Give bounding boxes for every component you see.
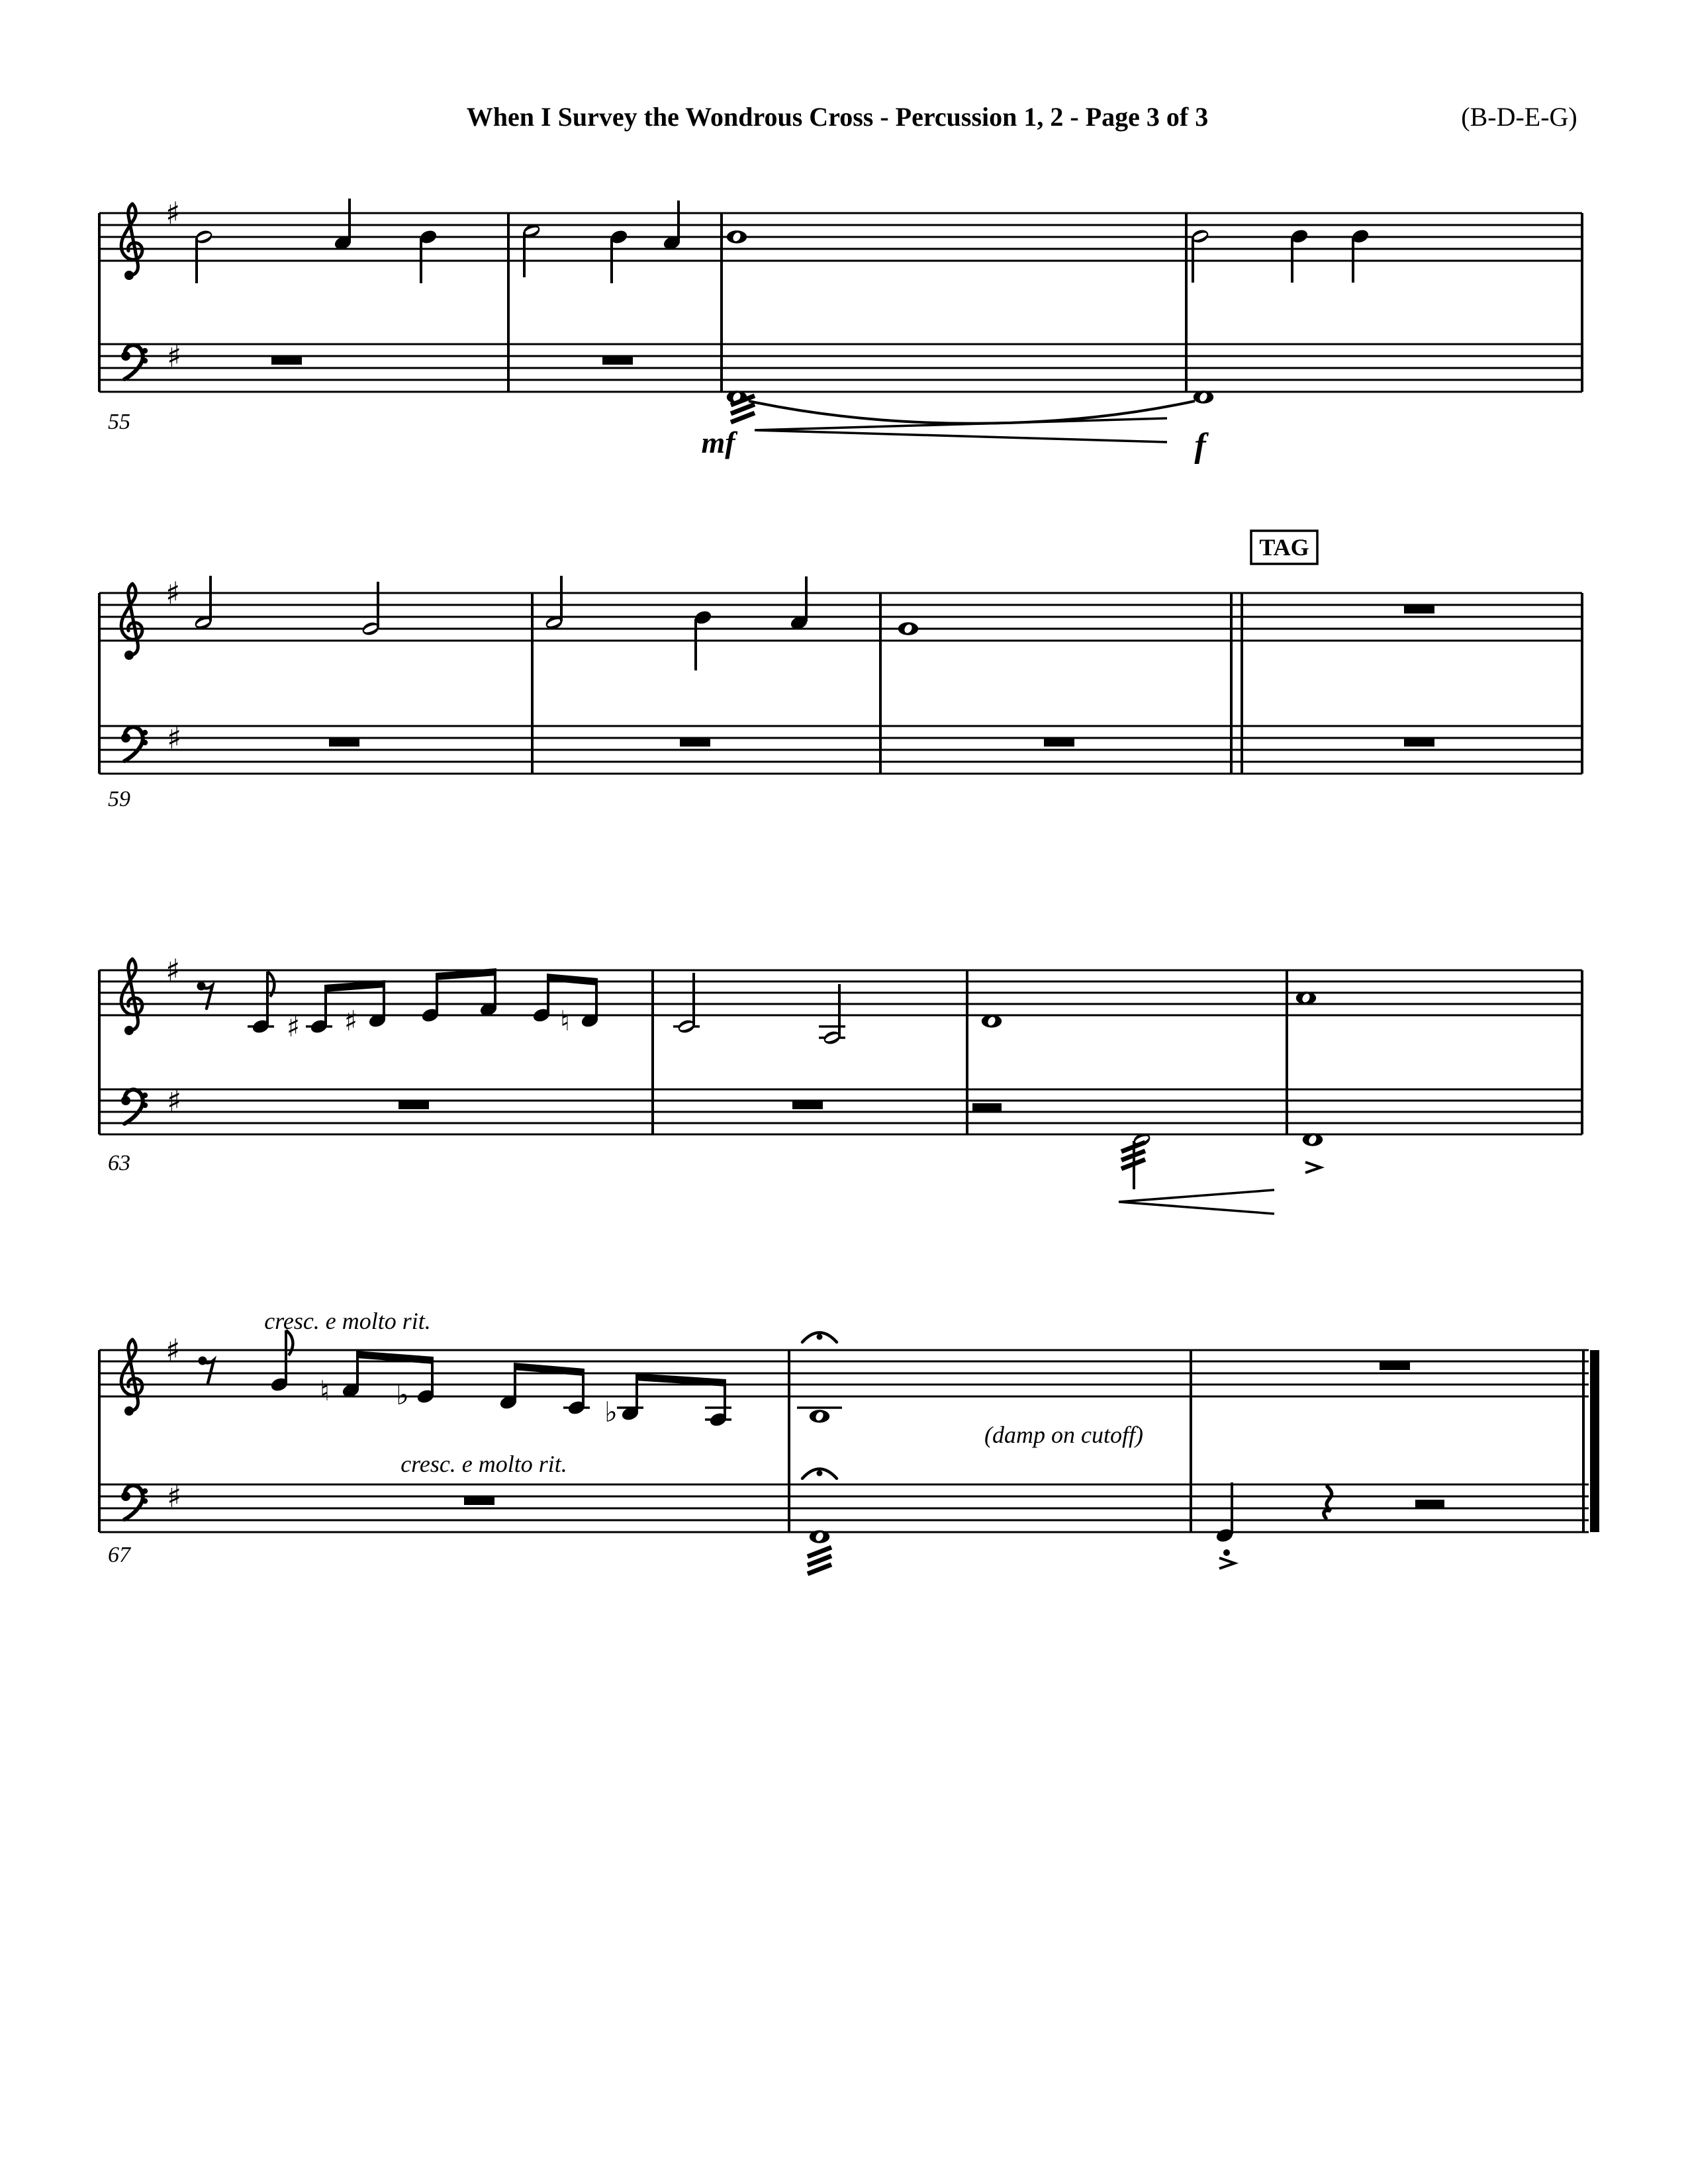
fermata [802,1333,837,1343]
quarter-rest [1324,1486,1332,1518]
eighth-rest [199,1357,214,1384]
crescendo-hairpin [1119,1190,1274,1214]
measure-number: 67 [108,1543,130,1567]
measure-58 [1190,228,1370,465]
measure-67 [199,1330,732,1505]
accidental-flat: ♭ [396,1379,409,1411]
bass-staff [99,344,1582,392]
key-signature-sharp: ♯ [165,952,181,988]
final-barline-thick [1590,1350,1599,1532]
dynamic-mf: mf [701,426,735,459]
half-rest [972,1103,1002,1112]
measure-65 [972,1015,1274,1214]
half-rest [1415,1500,1444,1508]
accidental-natural: ♮ [560,1005,571,1037]
accidental-flat: ♭ [604,1396,618,1428]
bass-clef [121,1089,148,1124]
page-title: When I Survey the Wondrous Cross - Percussion 1, 2 - Page 3 of 3 [466,102,1209,132]
treble-staff [99,593,1582,641]
whole-rest [680,738,710,747]
accent-mark [1305,1162,1321,1173]
bass-staff [99,1484,1589,1532]
accidental-sharp: ♯ [287,1011,301,1043]
whole-rest [399,1101,429,1109]
accidental-natural: ♮ [320,1375,330,1407]
measure-68 [797,1333,842,1574]
bass-clef [121,727,148,761]
tremolo-slashes [1121,1142,1145,1169]
rehearsal-mark-tag: TAG [1259,534,1309,561]
crescendo-hairpin [755,418,1167,442]
whole-rest [1380,1361,1410,1370]
measure-60 [544,576,809,747]
measure-number: 55 [108,410,130,434]
whole-rest [271,356,302,365]
key-signature-sharp: ♯ [167,338,182,374]
measure-55 [194,199,438,365]
tremolo-whole-note [810,1530,829,1543]
accidental-sharp: ♯ [344,1005,358,1037]
treble-clef [121,204,142,280]
tuning-label: (B-D-E-G) [1461,102,1577,132]
system-mm59-62 [99,531,1582,811]
staccato-dot [1223,1549,1230,1556]
whole-rest [1404,738,1434,747]
whole-rest [1044,738,1074,747]
whole-rest [602,356,633,365]
barlines [99,593,1582,774]
key-signature-sharp: ♯ [167,720,182,756]
key-signature-sharp: ♯ [167,1083,182,1118]
measure-66 [1296,991,1323,1173]
measure-63 [197,968,600,1109]
accent-mark [1219,1558,1235,1569]
system-mm63-66 [99,952,1582,1214]
whole-rest [329,738,359,747]
beam [547,974,598,985]
key-signature-sharp: ♯ [167,1479,182,1514]
key-signature-sharp: ♯ [165,1332,181,1368]
tremolo-slashes [808,1547,831,1574]
bass-staff [99,726,1582,774]
direction-damp: (damp on cutoff) [984,1422,1143,1448]
treble-clef [121,584,142,660]
measure-number: 63 [108,1151,130,1175]
whole-rest [1404,605,1434,614]
measure-59 [193,576,381,747]
fermata [802,1469,837,1479]
key-signature-sharp: ♯ [165,575,181,611]
bass-clef [121,1485,148,1520]
measure-number: 59 [108,787,130,811]
dynamic-f: f [1194,427,1206,465]
system-mm67-69 [99,1308,1599,1574]
whole-rest [792,1101,823,1109]
double-barline [1231,593,1242,774]
direction-cresc-bass: cresc. e molto rit. [400,1451,567,1477]
bass-clef [121,345,148,379]
bass-staff [99,1089,1582,1134]
system-mm55-58 [99,195,1582,465]
measure-69 [1215,1361,1444,1569]
key-signature-sharp: ♯ [165,195,181,231]
whole-rest [464,1496,494,1505]
direction-cresc-treble: cresc. e molto rit. [264,1308,431,1334]
